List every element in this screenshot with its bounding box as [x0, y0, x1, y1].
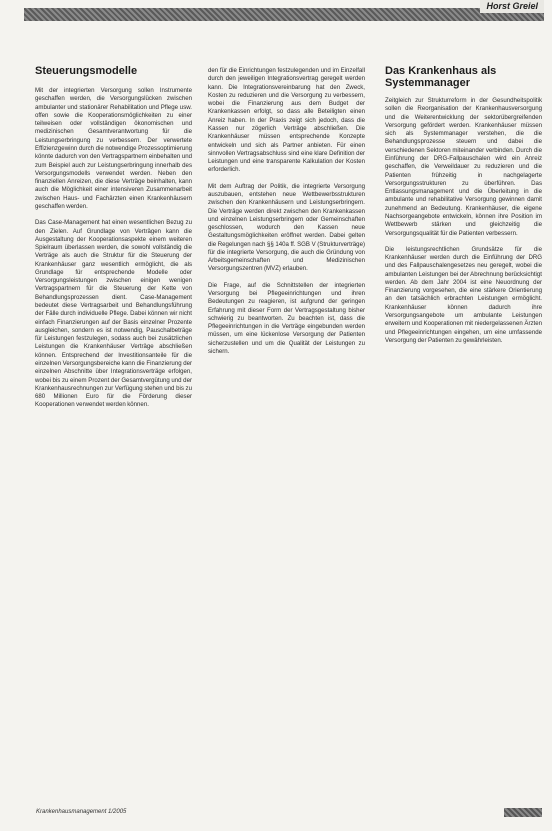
- author-name: Horst Greiel: [480, 0, 544, 13]
- section-heading-steuerungsmodelle: Steuerungsmodelle: [35, 65, 138, 77]
- paragraph: Das Case-Management hat einen wesentlichen Bezug zu den Zielen. Auf Grundlage von Verträgen kann die Ausgestaltung der Kooperationsaspekte einem weiteren Spielraum überlassen werden, die sowohl vollständig die Verträge als auch die Struktur für die Steuerung der Krankenhäuser ganz wesentlich ermöglicht, die als Grundlage für entsprechende Modelle oder Versorgungsleistungen zwischen einigen wenigen Vertragspartnern für die Steuerung der Kette von Behandlungsprozessen dient. Case-Management bedeutet diese Vertragsarbeit und Behandlungsführung der Fälle durch individuelle Pflege. Dabei können wir nicht einfach Finanzierungen auf der Basis einzelner Prozente ausgleichen, sondern es ist notwendig, Pauschalbeträge für Leistungen festzulegen, sodass auch bei zusätzlichen Leistungen die Krankenhäuser Verträge abschließen können. Entsprechend der Investitionsanteile für die einzelnen Versorgungsbereiche kann die Finanzierung der einzelnen Abschnitte über Integrationsverträge erfolgen, wobei bis zu einem Prozent der Gesamtvergütung und der Krankenhausrechnungen zur Verfügung stehen und bis zu 680 Millionen Euro für die Förderung dieser Kooperationen verwendet werden können.: [35, 219, 192, 409]
- section-heading-systemmanager: Das Krankenhaus als Systemmanager: [385, 65, 497, 89]
- paragraph: Zeitgleich zur Strukturreform in der Gesundheitspolitik sollen die Reorganisation der Krankenhausversorgung und die Weiterentwicklung der sektorübergreifenden Versorgung gefördert werden. Krankenhäuser müssen sich als Systemmanager verstehen, die die Behandlungsprozesse steuern und dabei die verschiedenen Sektoren miteinander verbinden. Durch die Einführung der DRG-Fallpauschalen wird ein Anreiz geschaffen, die Verweildauer zu reduzieren und die Patienten frühzeitig in nachgelagerte Versorgungsstrukturen zu überführen. Das Entlassungsmanagement und die Überleitung in die ambulante und rehabilitative Versorgung gewinnen damit zunehmend an Bedeutung. Krankenhäuser, die eigene Nachsorgeangebote entwickeln, können ihre Position im Wettbewerb stärken und gleichzeitig die Versorgungsqualität für die Patienten verbessern.: [385, 97, 542, 237]
- paragraph: den für die Einrichtungen festzulegenden und im Einzelfall durch den jeweiligen Integrationsvertrag geregelt werden kann. Die Integrationsvereinbarung hat den Zweck, Kosten zu reduzieren und die Versorgung zu verbessern, wobei die Finanzierung aus dem Budget der Krankenkassen erfolgt, so dass alle Beteiligten einen Anreiz haben. In der Praxis zeigt sich jedoch, dass die Kassen nur zögerlich Verträge abschließen. Die Krankenhäuser müssen entsprechende Konzepte entwickeln und sich als Partner anbieten. Für einen sinnvollen Vertragsabschluss sind eine klare Definition der Leistungen und eine transparente Kalkulation der Kosten erforderlich.: [208, 67, 365, 174]
- journal-footer: Krankenhausmanagement 1/2005: [36, 809, 127, 815]
- column-middle: [208, 67, 365, 364]
- header-band: [24, 8, 544, 21]
- footer-band: [504, 808, 542, 817]
- paragraph: Mit der integrierten Versorgung sollen Instrumente geschaffen werden, die Versorgungslücken zwischen ambulanter und stationärer Rehabilitation und Pflege usw. offen sowie die Kooperationsmöglichkeiten zu einer teilweisen oder vollständigen ökonomischen und medizinischen Gesamtverantwortung für die Leistungserbringung zu verbessern. Der verwertete Effizienzgewinn durch die notwendige Prozessoptimierung könnte dadurch von den Vertragspartnern einbehalten und zum Beispiel auch zur Leistungserbringung innerhalb des Versorgungsmodells verwendet werden. Neben den finanziellen Anreizen, die diese Verträge beinhalten, kann auch die Möglichkeit einer intensiveren Zusammenarbeit zwischen Haus- und Fachärzten einen Krankenhäusern geschaffen werden.: [35, 87, 192, 210]
- paragraph: Mit dem Auftrag der Politik, die integrierte Versorgung auszubauen, entstehen neue Wettbewerbsstrukturen zwischen den Krankenhäusern und Leistungserbringern. Die Verträge werden direkt zwischen den Krankenkassen und einzelnen Leistungserbringern oder Gemeinschaften geschlossen, wodurch den Kassen neue Gestaltungsmöglichkeiten eröffnet werden. Dabei gelten die Regelungen nach §§ 140a ff. SGB V (Strukturverträge) für die integrierte Versorgung, die auch die Gründung von Arbeitsgemeinschaften und Medizinischen Versorgungszentren (MVZ) erlauben.: [208, 182, 365, 273]
- paragraph: Die Frage, auf die Schnittstellen der integrierten Versorgung bei Pflegeeinrichtungen und ihren Bedeutungen zu reagieren, ist aufgrund der geringen Erfahrung mit dieser Form der Vertragsgestaltung bisher schwierig zu beantworten. Zu beachten ist, dass die Pflegeeinrichtungen in die Verträge eingebunden werden müssen, um eine lückenlose Versorgung der Patienten sicherzustellen und um die Qualität der Leistungen zu sichern.: [208, 281, 365, 355]
- column-left: [35, 65, 192, 418]
- column-right: [385, 65, 542, 353]
- paragraph: Die leistungsrechtlichen Grundsätze für die Krankenhäuser werden durch die Einführung der DRG und des Fallpauschalengesetzes neu geregelt, wobei die ambulanten Leistungen bei der Abrechnung berücksichtigt werden. Ab dem Jahr 2004 ist eine Neuordnung der Finanzierung vorgesehen, die eine stärkere Orientierung an den tatsächlich erbrachten Leistungen ermöglicht. Krankenhäuser können dadurch ihre Versorgungsangebote um ambulante Leistungen erweitern und Kooperationen mit niedergelassenen Ärzten und Pflegeeinrichtungen eingehen, um eine umfassende Versorgung der Patienten zu gewährleisten.: [385, 245, 542, 344]
